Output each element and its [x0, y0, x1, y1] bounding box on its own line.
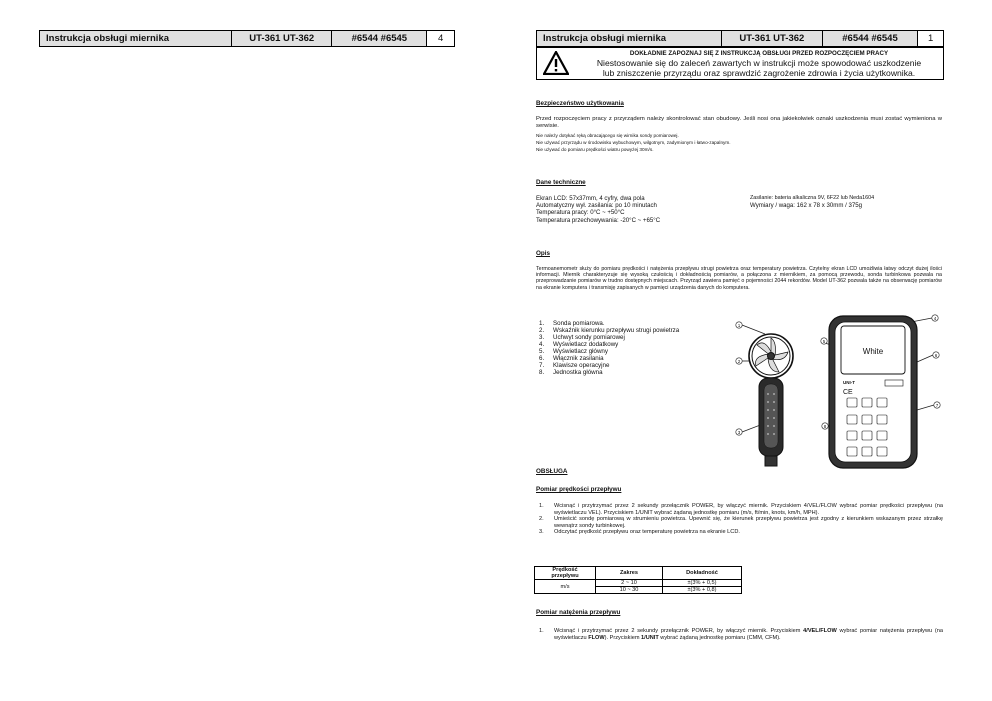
warning-text: Niestosowanie się do zaleceń zawartych w instrukcji może spowodować uszkodzenie lub zniszczenie przyrządu oraz sprawdzić zagrożenie zdrowia i życia użytkownika. — [596, 58, 922, 78]
callout-4 — [932, 315, 938, 321]
list-item: 1. Sonda pomiarowa. — [539, 320, 605, 327]
tech-left: Ekran LCD: 57x37mm, 4 cyfry, dwa pola Automatyczny wył. zasilania: po 10 minutach Temperatura pracy: 0°C ~ +50°C Temperatura przechowywania: -20°C ~ +65°C — [536, 195, 661, 224]
callout-7 — [934, 402, 940, 408]
safety-rule: Nie należy dotykać ręką obracającego się wirnika sondy pomiarowej. — [536, 133, 679, 138]
list-item: 8. Jednostka główna — [539, 369, 603, 376]
safety-paragraph: Przed rozpoczęciem pracy z przyrządem należy skontrolować stan obudowy. Jeśli nosi ona jakiekolwiek oznaki uszkodzenia musi zostać wymieniona w serwisie. — [536, 116, 942, 129]
right-page-header — [536, 30, 944, 47]
opis-paragraph: Termoanemometr służy do pomiaru prędkości i natężenia przepływu strugi powietrza oraz temperatury powietrza. Czytelny ekran LCD umożliwia łatwy odczyt dużej ilości informacji. Miernik charakteryzuje się wysoką czułością i dokładnością pomiarów, a połączona z miernikiem, za pomocą przewodu, sonda turbinkowa pozwala na przeprowadzanie pomiarów w trudno dostępnych miejscach. Przyrząd zawiera pamięć o pojemności 2044 rekordów. Model UT-362 pozwala także na obserwację pomiarów na ekranie komputera i transmisję zapisanych w pamięci urządzenia danych do komputera. — [536, 266, 942, 291]
device-illustration — [725, 312, 945, 472]
table-header: Zakres — [596, 567, 663, 580]
list-item: 3. Uchwyt sondy pomiarowej — [539, 334, 625, 341]
safety-heading: Bezpieczeństwo użytkowania — [536, 100, 624, 107]
safety-rule: Nie używać przyrządu w środowisku wybuchowym, wilgotnym, zadymionym i łatwo-zapalnym. — [536, 140, 731, 145]
page-number: 1 — [918, 31, 944, 47]
flow-steps — [539, 628, 943, 641]
list-item: 1. Wcisnąć i przytrzymać przez 2 sekundy przełącznik POWER, by włączyć miernik. Przyciskiem 4/VEL/FLOW wybrać pomiar prędkości przepływu (na wyświetlaczu VEL). Przyciskiem 1/UNIT wybrać żądaną jednostkę pomiaru (m/s, ft/min, knots, km/h, MPH). — [539, 503, 943, 516]
callout-3 — [736, 429, 742, 435]
svg-text:4: 4 — [933, 315, 937, 321]
svg-text:8: 8 — [823, 423, 827, 429]
warning-box — [536, 47, 944, 80]
svg-text:2: 2 — [737, 358, 741, 364]
table-cell: ±(3% + 0,5) — [663, 580, 742, 587]
table-header: Dokładność — [663, 567, 742, 580]
warning-heading: DOKŁADNIE ZAPOZNAJ SIĘ Z INSTRUKCJĄ OBSŁUGI PRZED ROZPOCZĘCIEM PRACY — [629, 50, 889, 57]
list-item: 1. Wcisnąć i przytrzymać przez 2 sekundy przełącznik POWER, by włączyć miernik. Przyciskiem 4/VEL/FLOW wybrać pomiar natężenia przepływu (na wyświetlaczu FLOW). Przyciskiem 1/UNIT wybrać żądaną jednostkę pomiaru (CMM, CFM). — [539, 628, 943, 641]
callout-5 — [821, 338, 827, 344]
svg-text:UNI-T: UNI-T — [843, 380, 855, 385]
callout-6 — [933, 352, 939, 358]
meter-body — [829, 316, 917, 468]
list-item: 4. Wyświetlacz dodatkowy — [539, 341, 619, 348]
opis-heading: Opis — [536, 250, 550, 257]
left-page-header — [39, 30, 455, 47]
safety-rule: Nie używać do pomiaru prędkości wiatru powyżej 30m/s. — [536, 147, 654, 152]
callout-8 — [822, 423, 828, 429]
header-codes: #6544 #6545 — [822, 31, 918, 47]
svg-text:1: 1 — [737, 322, 741, 328]
list-item: 7. Klawisze operacyjne — [539, 362, 610, 369]
svg-text:White: White — [862, 347, 884, 356]
callout-1 — [736, 322, 742, 328]
callout-2 — [736, 358, 742, 364]
speed-steps — [539, 503, 943, 536]
table-cell: ±(3% + 0,8) — [663, 587, 742, 594]
header-codes: #6544 #6545 — [332, 31, 427, 47]
table-header: Prędkość przepływu — [535, 567, 596, 580]
header-title: Instrukcja obsługi miernika — [537, 31, 722, 47]
table-row — [535, 580, 742, 587]
parts-list — [539, 320, 679, 376]
header-model: UT-361 UT-362 — [722, 31, 823, 47]
svg-text:7: 7 — [935, 402, 939, 408]
tech-right: Zasilanie: bateria alkaliczna 9V, 6F22 lub Neda1604 Wymiary / waga: 162 x 78 x 30mm / 375g — [750, 195, 875, 210]
list-item: 5. Wyświetlacz główny — [539, 348, 608, 355]
svg-text:6: 6 — [934, 352, 938, 358]
speed-spec-table — [534, 566, 742, 594]
svg-text:5: 5 — [822, 338, 826, 344]
speed-heading: Pomiar prędkości przepływu — [536, 486, 622, 493]
page-number: 4 — [427, 31, 455, 47]
table-cell: m/s — [535, 580, 596, 594]
list-item: 3. Odczytać prędkość przepływu oraz temperaturę powietrza na ekranie LCD. — [539, 529, 740, 536]
header-model: UT-361 UT-362 — [232, 31, 332, 47]
list-item: 6. Włącznik zasilania — [539, 355, 604, 362]
probe-drawing — [749, 334, 793, 466]
list-item: 2. Umieścić sondę pomiarową w strumieniu powietrza. Upewnić się, że kierunek przepływu powietrza jest zgodny z kierunkiem wskazanym przez strzałkę wewnątrz sondy turbinkowej. — [539, 516, 943, 529]
tech-heading: Dane techniczne — [536, 179, 586, 186]
svg-text:3: 3 — [737, 429, 741, 435]
header-title: Instrukcja obsługi miernika — [40, 31, 232, 47]
svg-text:CE: CE — [843, 389, 853, 396]
obsluga-heading: OBSŁUGA — [536, 468, 568, 475]
list-item: 2. Wskaźnik kierunku przepływu strugi powietrza — [539, 327, 680, 334]
table-cell: 2 ~ 10 — [596, 580, 663, 587]
flow-heading: Pomiar natężenia przepływu — [536, 609, 621, 616]
warning-icon — [543, 51, 569, 75]
table-cell: 10 ~ 30 — [596, 587, 663, 594]
